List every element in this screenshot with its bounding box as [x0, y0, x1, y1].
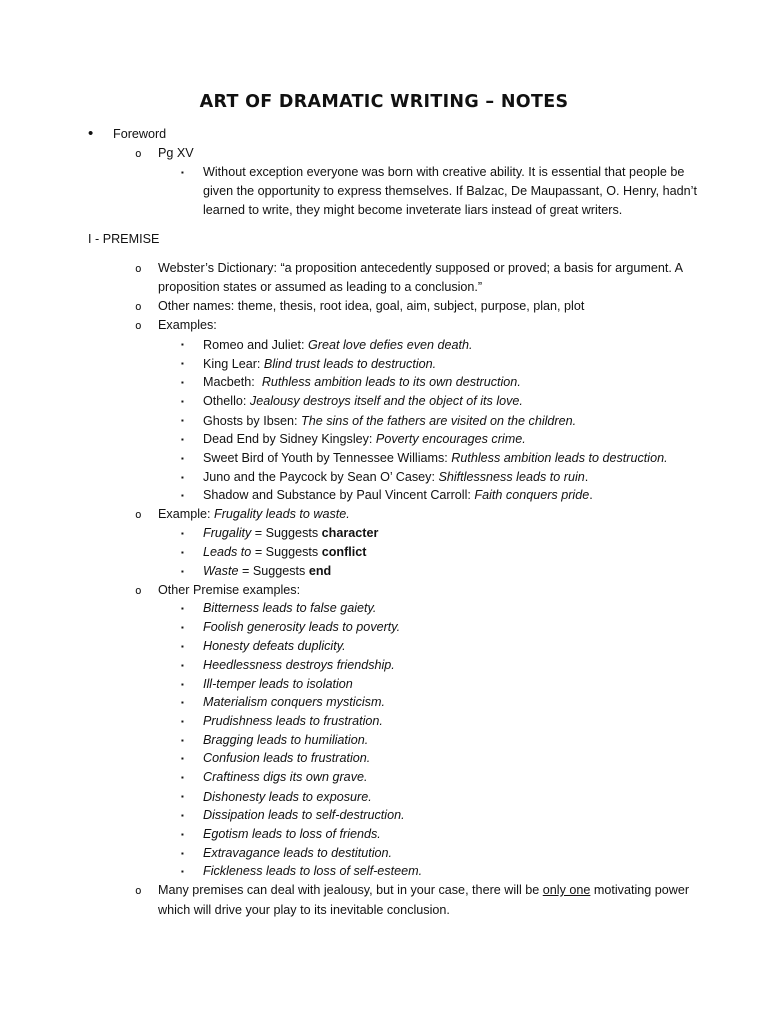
square-bullet: ▪ — [181, 830, 184, 839]
example-work: Shadow and Substance by Paul Vincent Carroll: — [203, 488, 475, 502]
example-work: Othello: — [203, 394, 250, 408]
square-bullet: ▪ — [181, 397, 184, 406]
frugality-example — [158, 505, 350, 524]
example-item — [203, 449, 668, 468]
example-work: Dead End by Sidney Kingsley: — [203, 432, 376, 446]
square-bullet: ▪ — [181, 567, 184, 576]
square-bullet: ▪ — [181, 548, 184, 557]
premise-part-term: Waste — [203, 564, 239, 578]
square-bullet: ▪ — [181, 736, 184, 745]
closing-post: motivating power — [590, 883, 690, 897]
closing-line-2: which will drive your play to its inevitable conclusion. — [158, 903, 450, 917]
example-item — [203, 468, 588, 487]
closing-emphasis: only one — [542, 883, 591, 897]
circle-bullet: o — [135, 319, 142, 332]
circle-bullet: o — [135, 884, 142, 897]
example-premise: Jealousy destroys itself and the object of its love. — [249, 394, 523, 408]
square-bullet: ▪ — [181, 454, 184, 463]
foreword-quote-line: learned to write, they might become inveterate liars instead of great writers. — [203, 203, 623, 217]
premise-part — [203, 524, 378, 543]
other-example-item: Ill-temper leads to isolation — [203, 677, 353, 691]
square-bullet: ▪ — [181, 473, 184, 482]
square-bullet: ▪ — [181, 867, 184, 876]
other-example-item: Extravagance leads to destitution. — [203, 846, 393, 860]
other-example-item: Prudishness leads to frustration. — [203, 714, 383, 728]
square-bullet: ▪ — [181, 435, 184, 444]
square-bullet: ▪ — [181, 773, 184, 782]
example-premise: Poverty encourages crime. — [375, 432, 526, 446]
definition-line: Webster’s Dictionary: “a proposition antecedently supposed or proved; a basis for argument. A — [158, 261, 684, 275]
square-bullet: ▪ — [181, 604, 184, 613]
example-item — [203, 486, 593, 505]
foreword-heading: Foreword — [113, 127, 167, 141]
other-example-item: Honesty defeats duplicity. — [203, 639, 346, 653]
premise-part-eq: = Suggests — [251, 545, 322, 559]
example-premise: Ruthless ambition leads to its own destruction. — [261, 375, 521, 389]
other-example-item: Bragging leads to humiliation. — [203, 733, 369, 747]
square-bullet: ▪ — [181, 378, 184, 387]
square-bullet: ▪ — [181, 811, 184, 820]
examples-heading: Examples: — [158, 318, 217, 332]
premise-part — [203, 562, 331, 581]
disc-bullet: • — [88, 125, 94, 142]
definition-line: proposition states or assumed as leading to a conclusion.” — [158, 280, 483, 294]
square-bullet: ▪ — [181, 340, 184, 349]
other-example-item: Bitterness leads to false gaiety. — [203, 601, 377, 615]
page-title: ART OF DRAMATIC WRITING – NOTES — [199, 92, 569, 112]
frugality-premise: Frugality leads to waste. — [214, 507, 350, 521]
example-item — [203, 392, 523, 411]
premise-part-meaning: end — [308, 564, 332, 578]
premise-part-term: Frugality — [203, 526, 252, 540]
frugality-label: Example: — [158, 507, 214, 521]
square-bullet: ▪ — [181, 717, 184, 726]
example-work: Juno and the Paycock by Sean O’ Casey: — [203, 470, 439, 484]
closing-line — [158, 881, 689, 900]
premise-part-meaning: character — [321, 526, 379, 540]
foreword-quote-line: given the opportunity to express themselves. If Balzac, De Maupassant, O. Henry, hadn’t — [203, 184, 697, 198]
example-work: Sweet Bird of Youth by Tennessee Williams: — [203, 451, 452, 465]
example-work: King Lear: — [203, 357, 264, 371]
square-bullet: ▪ — [181, 661, 184, 670]
other-example-item: Dissipation leads to self-destruction. — [203, 808, 405, 822]
example-premise: Blind trust leads to destruction. — [263, 357, 437, 371]
circle-bullet: o — [135, 300, 142, 313]
circle-bullet: o — [135, 584, 142, 597]
other-example-item: Craftiness digs its own grave. — [203, 770, 368, 784]
premise-part-term: Leads to — [203, 545, 252, 559]
square-bullet: ▪ — [181, 698, 184, 707]
example-premise: Shiftlessness leads to ruin — [438, 470, 585, 484]
square-bullet: ▪ — [181, 529, 184, 538]
square-bullet: ▪ — [181, 168, 184, 177]
example-suffix: . — [589, 488, 593, 502]
example-item — [203, 373, 521, 392]
premise-part-meaning: conflict — [321, 545, 367, 559]
other-example-item: Egotism leads to loss of friends. — [203, 827, 381, 841]
other-example-item: Heedlessness destroys friendship. — [203, 658, 395, 672]
square-bullet: ▪ — [181, 754, 184, 763]
circle-bullet: o — [135, 508, 142, 521]
circle-bullet: o — [135, 147, 142, 160]
other-example-item: Foolish generosity leads to poverty. — [203, 620, 401, 634]
premise-part-eq: = Suggests — [238, 564, 309, 578]
foreword-page-ref: Pg XV — [158, 146, 194, 160]
square-bullet: ▪ — [181, 623, 184, 632]
square-bullet: ▪ — [181, 849, 184, 858]
example-premise: Great love defies even death. — [308, 338, 473, 352]
example-premise: Ruthless ambition leads to destruction. — [451, 451, 668, 465]
square-bullet: ▪ — [181, 680, 184, 689]
other-example-item: Confusion leads to frustration. — [203, 751, 371, 765]
premise-part — [203, 543, 366, 562]
other-example-item: Dishonesty leads to exposure. — [203, 790, 372, 804]
square-bullet: ▪ — [181, 359, 184, 368]
example-work: Macbeth: — [203, 375, 262, 389]
foreword-quote-line: Without exception everyone was born with creative ability. It is essential that people be — [203, 165, 685, 179]
example-work: Romeo and Juliet: — [203, 338, 309, 352]
example-work: Ghosts by Ibsen: — [203, 414, 302, 428]
other-example-item: Fickleness leads to loss of self-esteem. — [203, 864, 423, 878]
other-names-line: Other names: theme, thesis, root idea, goal, aim, subject, purpose, plan, plot — [158, 299, 585, 313]
square-bullet: ▪ — [181, 792, 184, 801]
other-examples-heading: Other Premise examples: — [158, 583, 301, 597]
square-bullet: ▪ — [181, 491, 184, 500]
square-bullet: ▪ — [181, 416, 184, 425]
circle-bullet: o — [135, 262, 142, 275]
example-item — [203, 412, 576, 431]
example-item — [203, 355, 436, 374]
square-bullet: ▪ — [181, 642, 184, 651]
section-heading: I - PREMISE — [88, 232, 160, 246]
closing-pre: Many premises can deal with jealousy, but in your case, there will be — [158, 883, 543, 897]
example-premise: Faith conquers pride — [474, 488, 590, 502]
example-premise: The sins of the fathers are visited on the children. — [301, 414, 577, 428]
example-suffix: . — [584, 470, 589, 484]
example-item — [203, 430, 526, 449]
other-example-item: Materialism conquers mysticism. — [203, 695, 385, 709]
example-item — [203, 336, 473, 355]
premise-part-eq: = Suggests — [251, 526, 322, 540]
